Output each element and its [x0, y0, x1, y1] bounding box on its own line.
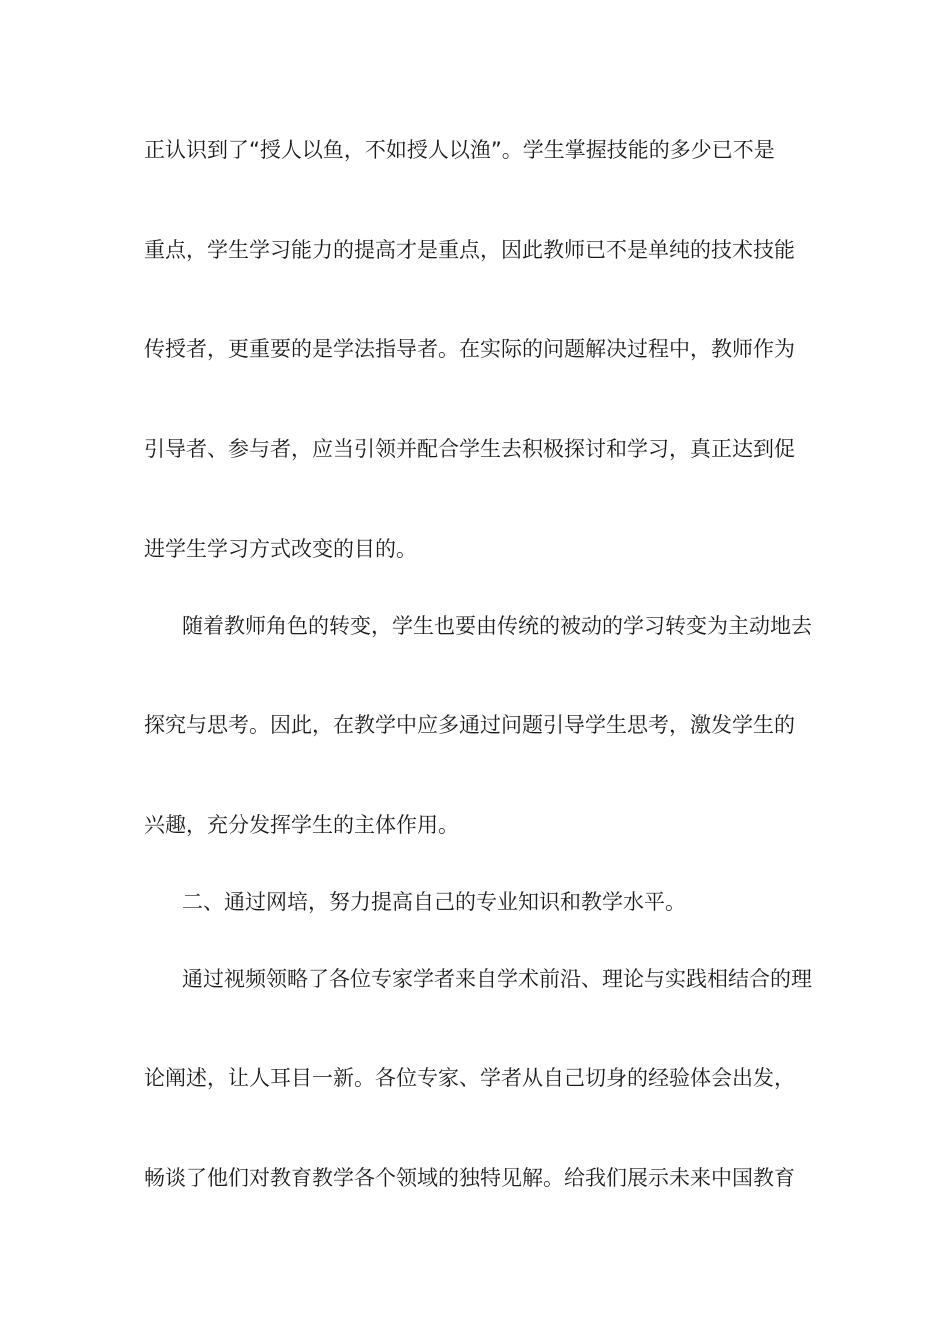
paragraph-line: 畅谈了他们对教育教学各个领域的独特见解。给我们展示未来中国教育 — [144, 1166, 795, 1190]
section-heading: 二、通过网培，努力提高自己的专业知识和教学水平。 — [182, 890, 686, 914]
paragraph-line: 论阐述，让人耳目一新。各位专家、学者从自己切身的经验体会出发， — [144, 1066, 795, 1090]
paragraph-line: 通过视频领略了各位专家学者来自学术前沿、理论与实践相结合的理 — [182, 967, 812, 991]
paragraph-line: 传授者，更重要的是学法指导者。在实际的问题解决过程中，教师作为 — [144, 337, 795, 361]
paragraph-line: 进学生学习方式改变的目的。 — [144, 537, 417, 561]
paragraph-line: 引导者、参与者，应当引领并配合学生去积极探讨和学习，真正达到促 — [144, 437, 795, 461]
paragraph-line: 探究与思考。因此，在教学中应多通过问题引导学生思考，激发学生的 — [144, 713, 795, 737]
paragraph-line: 正认识到了“授人以鱼，不如授人以渔”。学生掌握技能的多少已不是 — [144, 138, 775, 162]
paragraph-line: 兴趣，充分发挥学生的主体作用。 — [144, 813, 459, 837]
paragraph-line: 重点，学生学习能力的提高才是重点，因此教师已不是单纯的技术技能 — [144, 238, 795, 262]
paragraph-line: 随着教师角色的转变，学生也要由传统的被动的学习转变为主动地去 — [182, 614, 812, 638]
